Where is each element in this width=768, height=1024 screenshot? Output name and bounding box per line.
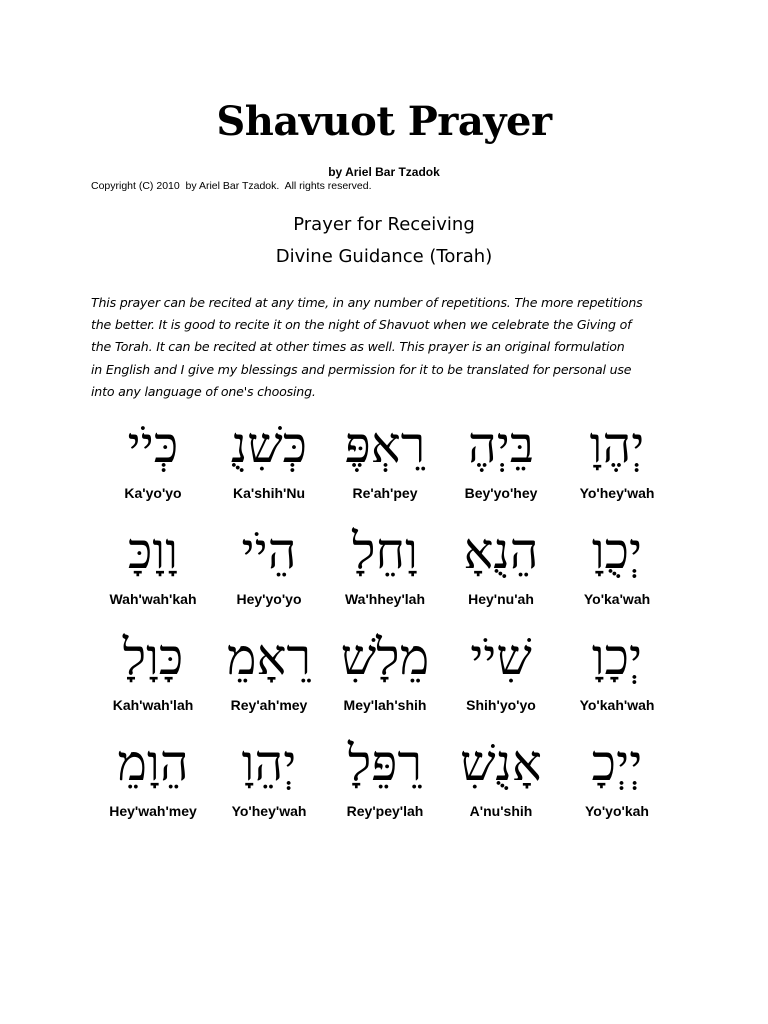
prayer-word [449, 514, 553, 622]
hebrew-word: יְהֵוָ [241, 734, 297, 792]
intro-line: This prayer can be recited at any time, in any number of repetitions. The more repetitions [91, 295, 643, 310]
intro-line: in English and I give my blessings and permission for it to be translated for personal use [91, 361, 632, 377]
prayer-word [449, 408, 553, 516]
hebrew-word: וָוָכָּ [127, 522, 179, 580]
prayer-row [91, 514, 681, 622]
transliteration: Ka'yo'yo [124, 485, 182, 501]
hebrew-word: בֵּיְהֶ [468, 416, 534, 474]
hebrew-word: יְהֶוָ [589, 416, 645, 474]
transliteration: Hey'nu'ah [468, 591, 534, 607]
transliteration: Re'ah'pey [352, 485, 418, 501]
prayer-row [91, 726, 681, 834]
hebrew-word: הֵיֹי [241, 522, 297, 580]
hebrew-word: הֵנֻאָ [463, 522, 539, 580]
hebrew-word: הֵוָמֵ [117, 734, 189, 792]
prayer-word [101, 620, 205, 728]
prayer-word [217, 408, 321, 516]
prayer-row [91, 408, 681, 516]
prayer-word [333, 408, 437, 516]
hebrew-word: אָנֻשִׁ [460, 734, 542, 792]
intro-line: the Torah. It can be recited at other times as well. This prayer is an original formulation [91, 339, 625, 355]
prayer-word [217, 726, 321, 834]
intro-line: the better. It is good to recite it on the night of Shavuot when we celebrate the Giving of [91, 317, 632, 333]
hebrew-word: שִׁיֹי [470, 628, 532, 686]
prayer-word [449, 726, 553, 834]
prayer-word [101, 514, 205, 622]
transliteration: Shih'yo'yo [466, 697, 536, 713]
prayer-word [565, 408, 669, 516]
prayer-word [333, 620, 437, 728]
transliteration: A'nu'shih [469, 803, 533, 819]
prayer-row [91, 620, 681, 728]
hebrew-word: רֵאְפֶּ [344, 416, 426, 474]
transliteration: Yo'kah'wah [579, 697, 655, 713]
hebrew-word: רֵפֵּלָ [347, 734, 423, 792]
hebrew-word: יְכָוָ [591, 628, 643, 686]
transliteration: Hey'yo'yo [236, 591, 302, 607]
prayer-chart [91, 408, 681, 838]
transliteration: Ka'shih'Nu [233, 485, 305, 501]
transliteration: Rey'ah'mey [230, 697, 308, 713]
transliteration: Yo'hey'wah [579, 485, 655, 501]
prayer-word [101, 726, 205, 834]
transliteration: Rey'pey'lah [346, 803, 424, 819]
prayer-word [565, 620, 669, 728]
page-title: Shavuot Prayer [216, 98, 552, 145]
transliteration: Yo'ka'wah [583, 591, 651, 607]
intro-paragraph [91, 292, 691, 403]
transliteration: Hey'wah'mey [109, 803, 197, 819]
transliteration: Wah'wah'kah [109, 591, 197, 607]
hebrew-word: כְּשִׁנֻ [230, 416, 308, 474]
hebrew-word: כְּיֹי [127, 416, 179, 474]
transliteration: Yo'hey'wah [231, 803, 307, 819]
prayer-word [101, 408, 205, 516]
copyright-notice: Copyright (C) 2010 by Ariel Bar Tzadok. All rights reserved. [91, 180, 372, 192]
prayer-word [565, 726, 669, 834]
transliteration: Yo'yo'kah [585, 803, 649, 819]
prayer-word [333, 514, 437, 622]
hebrew-word: וָחֵלָ [352, 522, 418, 580]
hebrew-word: רֵאָמֵ [226, 628, 312, 686]
hebrew-word: מֵלָשִׁ [340, 628, 430, 686]
hebrew-word: יְיְכָ [591, 734, 643, 792]
transliteration: Wa'hhey'lah [344, 591, 426, 607]
hebrew-word: כָּוָלָ [122, 628, 184, 686]
transliteration: Kah'wah'lah [112, 697, 194, 713]
section-heading-line-2: Divine Guidance (Torah) [275, 246, 493, 267]
prayer-word [217, 514, 321, 622]
prayer-word [217, 620, 321, 728]
prayer-word [565, 514, 669, 622]
transliteration: Bey'yo'hey [464, 485, 538, 501]
section-heading-line-1: Prayer for Receiving [293, 214, 475, 235]
transliteration: Mey'lah'shih [343, 697, 427, 713]
prayer-word [449, 620, 553, 728]
author-byline: by Ariel Bar Tzadok [328, 165, 440, 179]
hebrew-word: יְכֻוָ [591, 522, 643, 580]
prayer-word [333, 726, 437, 834]
intro-line: into any language of one's choosing. [91, 383, 316, 399]
